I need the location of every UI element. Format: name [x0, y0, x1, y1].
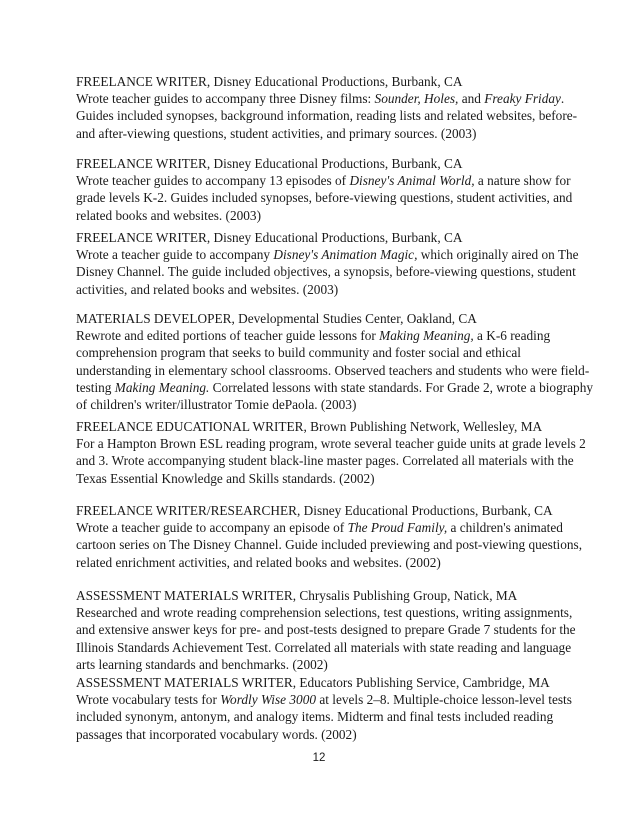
entry-description-line: [76, 656, 568, 673]
entry-heading: FREELANCE WRITER/RESEARCHER, Disney Educational Productions, Burbank, CA: [76, 503, 553, 518]
italic-title: Disney's Animal World,: [349, 173, 475, 189]
italic-title: Freaky Friday: [484, 91, 561, 107]
text-run: For a Hampton Brown ESL reading program, wrote several teacher guide units at grade levels 2: [76, 436, 586, 452]
text-run: Disney Channel. The guide included objectives, a synopsis, before-viewing questions, student: [76, 264, 576, 280]
entry-description-line: [76, 263, 576, 280]
entry-description-line: [76, 327, 568, 344]
text-run: and extensive answer keys for pre- and post-tests designed to prepare Grade 7 students for the: [76, 622, 576, 638]
entry-description-line: [76, 708, 568, 725]
text-run: arts learning standards and benchmarks. (2002): [76, 656, 328, 672]
italic-title: Making Meaning.: [114, 379, 210, 395]
italic-title: Making Meaning,: [379, 328, 474, 344]
entry-heading: FREELANCE WRITER, Disney Educational Productions, Burbank, CA: [76, 74, 463, 89]
text-run: .: [560, 91, 565, 107]
entry-heading: ASSESSMENT MATERIALS WRITER, Educators Publishing Service, Cambridge, MA: [76, 675, 550, 690]
resume-entry: [76, 418, 586, 487]
entry-description-line: [76, 107, 578, 124]
text-run: Rewrote and edited portions of teacher guide lessons for: [76, 328, 380, 344]
text-run: and after-viewing questions, student activities, and primary sources. (2003): [76, 125, 477, 141]
text-run: comprehension program that seeks to build community and foster social and ethical: [76, 345, 521, 361]
entry-description-line: [76, 396, 568, 413]
text-run: passages that incorporated vocabulary words. (2002): [76, 726, 357, 742]
entry-description-line: [76, 281, 568, 298]
entry-description-line: [76, 691, 572, 708]
text-run: related enrichment activities, and related books and websites. (2002): [76, 554, 441, 570]
entry-heading: FREELANCE WRITER, Disney Educational Productions, Burbank, CA: [76, 230, 463, 245]
italic-title: Sounder, Holes,: [374, 91, 459, 107]
text-run: testing: [76, 379, 115, 395]
resume-entry: [76, 502, 583, 571]
entry-description-line: [76, 172, 571, 189]
entry-description-line: [76, 621, 576, 638]
text-run: a K-6 reading: [473, 328, 551, 344]
entry-description-line: [76, 435, 586, 452]
text-run: Researched and wrote reading comprehension selections, test questions, writing assignments,: [76, 605, 573, 621]
italic-title: The Proud Family,: [347, 520, 448, 536]
entry-heading: ASSESSMENT MATERIALS WRITER, Chrysalis Publishing Group, Natick, MA: [76, 588, 518, 603]
text-run: a children's animated: [447, 520, 563, 536]
text-run: and: [458, 91, 485, 107]
page-number: 12: [312, 752, 326, 764]
text-run: understanding in elementary school classrooms. Observed teachers and students who were field-: [76, 362, 590, 378]
resume-entry: [76, 587, 576, 673]
text-run: Wrote a teacher guide to accompany: [76, 247, 274, 263]
entry-description-line: [76, 344, 568, 361]
entry-description-line: [76, 379, 593, 396]
text-run: Wrote teacher guides to accompany three Disney films:: [76, 91, 375, 107]
text-run: cartoon series on The Disney Channel. Guide included previewing and post-viewing questions,: [76, 537, 583, 553]
resume-entry: [76, 674, 572, 743]
resume-entry: [76, 155, 573, 224]
text-run: related books and websites. (2003): [76, 207, 262, 223]
entry-description-line: [76, 452, 574, 469]
entry-description-line: [76, 207, 568, 224]
text-run: at levels 2–8. Multiple-choice lesson-level tests: [316, 692, 572, 708]
italic-title: Wordly Wise 3000: [220, 692, 316, 708]
text-run: Wrote teacher guides to accompany 13 episodes of: [76, 173, 350, 189]
text-run: Texas Essential Knowledge and Skills standards. (2002): [76, 470, 375, 486]
entry-heading: FREELANCE WRITER, Disney Educational Productions, Burbank, CA: [76, 156, 463, 171]
text-run: which originally aired on The: [417, 247, 579, 263]
entry-description-line: [76, 125, 568, 142]
entry-description-line: [76, 90, 568, 107]
entry-description-line: [76, 604, 573, 621]
text-run: Guides included synopses, background information, reading lists and related websites, before-: [76, 108, 578, 124]
entry-description-line: [76, 726, 568, 743]
text-run: and 3. Wrote accompanying student black-line master pages. Correlated all materials with the: [76, 453, 574, 469]
text-run: of children's writer/illustrator Tomie dePaola. (2003): [76, 397, 357, 413]
entry-description-line: [76, 246, 579, 263]
text-run: activities, and related books and websites. (2003): [76, 281, 339, 297]
resume-entry: [76, 310, 593, 413]
entry-description-line: [76, 362, 590, 379]
resume-entry: [76, 229, 579, 298]
text-run: grade levels K-2. Guides included synopses, before-viewing questions, student activities, and: [76, 190, 573, 206]
entry-heading: FREELANCE EDUCATIONAL WRITER, Brown Publishing Network, Wellesley, MA: [76, 419, 543, 434]
text-run: a nature show for: [474, 173, 571, 189]
text-run: included synonym, antonym, and analogy items. Midterm and final tests included reading: [76, 709, 554, 725]
entry-description-line: [76, 519, 568, 536]
text-run: Wrote vocabulary tests for: [76, 692, 221, 708]
text-run: Illinois Standards Achievement Test. Correlated all materials with state reading and language: [76, 639, 572, 655]
entry-description-line: [76, 470, 568, 487]
resume-entry: [76, 73, 578, 142]
entry-description-line: [76, 639, 572, 656]
entry-heading: MATERIALS DEVELOPER, Developmental Studies Center, Oakland, CA: [76, 311, 477, 326]
entry-description-line: [76, 554, 568, 571]
text-run: Wrote a teacher guide to accompany an episode of: [76, 520, 348, 536]
italic-title: Disney's Animation Magic,: [273, 247, 418, 263]
entry-description-line: [76, 189, 573, 206]
text-run: Correlated lessons with state standards. For Grade 2, wrote a biography: [209, 379, 593, 395]
entry-description-line: [76, 536, 583, 553]
